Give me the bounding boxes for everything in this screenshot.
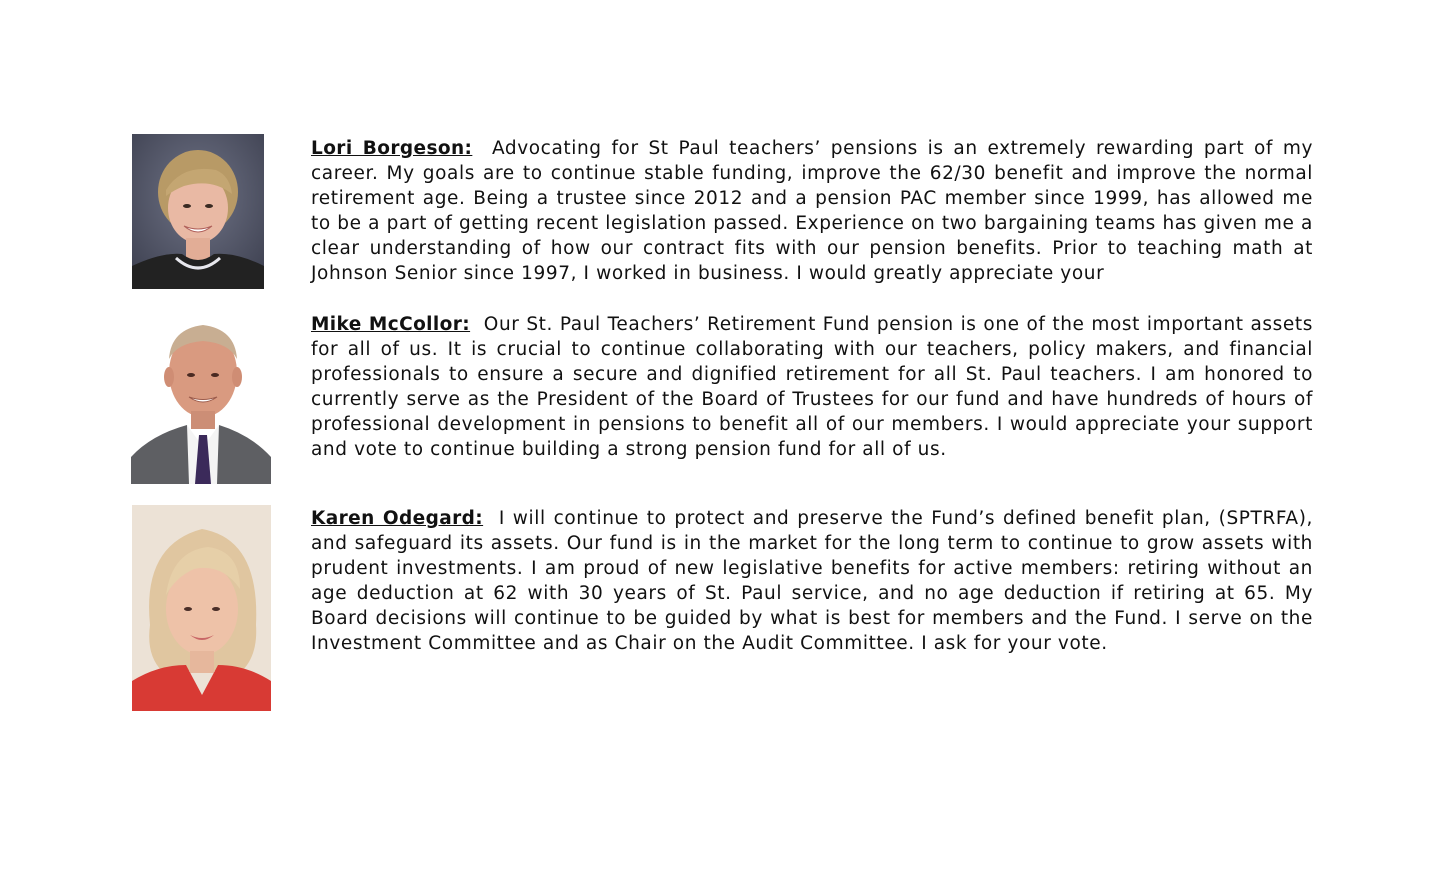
candidate-name: Mike McCollor: (311, 314, 471, 335)
candidate-statement: Our St. Paul Teachers’ Retirement Fund pension is one of the most important assets for all of us. It is crucial to continue collaborating with our teachers, policy makers, and financial professionals to ensure a secure and dignified retirement for all St. Paul teachers. I am honored to currently serve as the President of the Board of Trustees for our fund and have hundreds of hours of professional development in pensions to benefit all of our members. I would appreciate your support and vote to continue building a strong pension fund for all of us. (311, 314, 1313, 460)
portrait-photo (132, 505, 271, 711)
portrait-photo (132, 134, 264, 289)
portrait-photo (131, 307, 271, 484)
candidate-statement: I will continue to protect and preserve the Fund’s defined benefit plan, (SPTRFA), and safeguard its assets. Our fund is in the market for the long term to continue to grow assets with prudent investments. I am proud of new legislative benefits for active members: retiring without an age deduction at 62 with 30 years of St. Paul service, and no age deduction if retiring at 65. My Board decisions will continue to be guided by what is best for members and the Fund. I serve on the Investment Committee and as Chair on the Audit Committee. I ask for your vote. (311, 508, 1313, 654)
candidate-bio (311, 506, 1313, 656)
candidate-bio (311, 136, 1313, 286)
candidate-name: Karen Odegard: (311, 508, 484, 529)
candidate-name: Lori Borgeson: (311, 138, 473, 159)
candidate-statement: Advocating for St Paul teachers’ pensions is an extremely rewarding part of my career. My goals are to continue stable funding, improve the 62/30 benefit and improve the normal retirement age. Being a trustee since 2012 and a pension PAC member since 1999, has allowed me to be a part of getting recent legislation passed. Experience on two bargaining teams has given me a clear understanding of how our contract fits with our pension benefits. Prior to teaching math at Johnson Senior since 1997, I worked in business. I would greatly appreciate your (311, 138, 1313, 284)
candidate-bio (311, 312, 1313, 462)
